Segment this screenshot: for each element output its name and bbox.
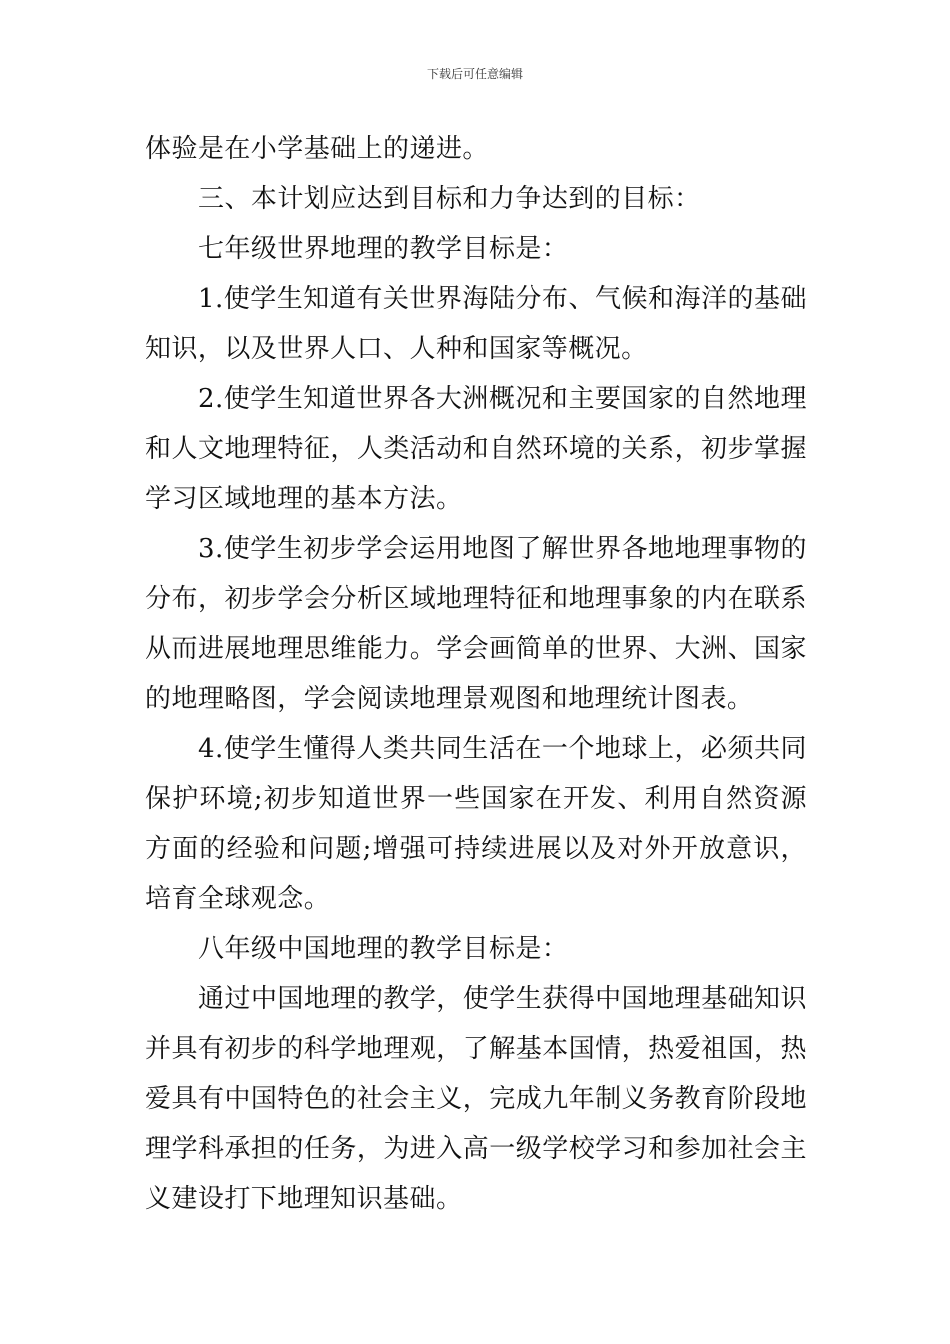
document-body [145, 124, 807, 1224]
paragraph-goal-3: 3.使学生初步学会运用地图了解世界各地地理事物的分布，初步学会分析区域地理特征和地理事象的内在联系从而进展地理思维能力。学会画简单的世界、大洲、国家的地理略图，学会阅读地理景观图和地理统计图表。 [145, 534, 807, 714]
paragraph-goal-4: 4.使学生懂得人类共同生活在一个地球上，必须共同保护环境;初步知道世界一些国家在开发、利用自然资源方面的经验和问题;增强可持续进展以及对外开放意识，培育全球观念。 [145, 734, 807, 914]
paragraph-grade8-goal: 通过中国地理的教学，使学生获得中国地理基础知识并具有初步的科学地理观，了解基本国情，热爱祖国，热爱具有中国特色的社会主义，完成九年制义务教育阶段地理学科承担的任务，为进入高一级学校学习和参加社会主义建设打下地理知识基础。 [145, 984, 807, 1214]
paragraph-grade7-heading: 七年级世界地理的教学目标是： [198, 234, 569, 264]
paragraph-grade8-heading: 八年级中国地理的教学目标是： [198, 934, 569, 964]
paragraph-goal-1: 1.使学生知道有关世界海陆分布、气候和海洋的基础知识，以及世界人口、人种和国家等概况。 [145, 284, 807, 364]
paragraph-section-heading: 三、本计划应达到目标和力争达到的目标： [198, 184, 701, 214]
paragraph-continuation: 体验是在小学基础上的递进。 [145, 134, 489, 164]
page-header: 下载后可任意编辑 [426, 67, 523, 81]
paragraph-goal-2: 2.使学生知道世界各大洲概况和主要国家的自然地理和人文地理特征，人类活动和自然环境的关系，初步掌握学习区域地理的基本方法。 [145, 384, 807, 514]
